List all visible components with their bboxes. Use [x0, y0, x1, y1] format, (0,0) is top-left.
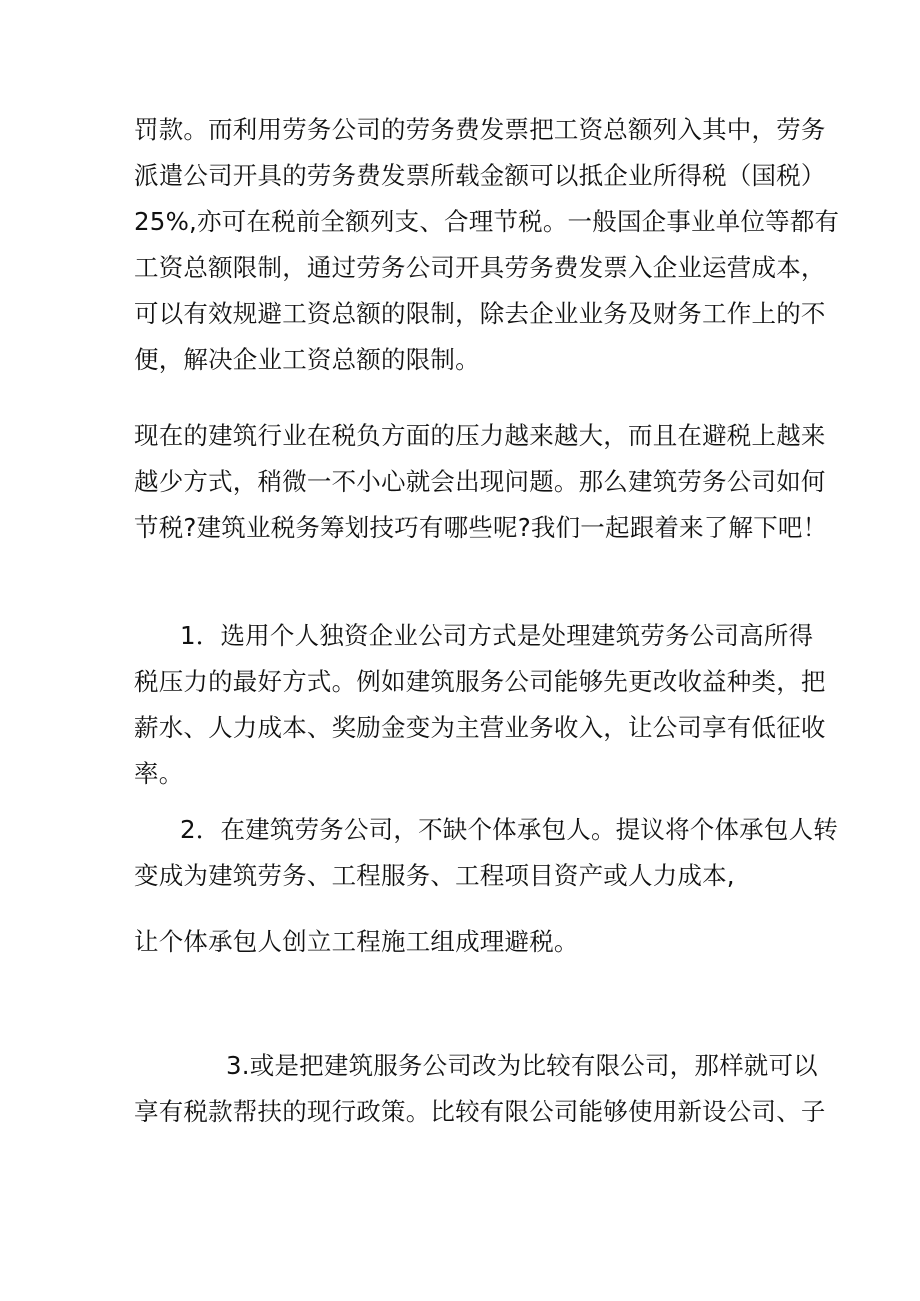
text-line: 3.或是把建筑服务公司改为比较有限公司，那样就可以	[226, 1051, 818, 1080]
text-line: 罚款。而利用劳务公司的劳务费发票把工资总额列入其中，劳务	[134, 115, 826, 144]
text-line: 薪水、人力成本、奖励金变为主营业务收入，让公司享有低征收	[134, 713, 826, 742]
text-line: 享有税款帮扶的现行政策。比较有限公司能够使用新设公司、子	[134, 1097, 826, 1126]
text-line: 现在的建筑行业在税负方面的压力越来越大，而且在避税上越来	[134, 421, 826, 450]
text-line: 派遣公司开具的劳务费发票所载金额可以抵企业所得税（国税）	[134, 161, 826, 190]
text-line: 税压力的最好方式。例如建筑服务公司能够先更改收益种类，把	[134, 667, 826, 696]
text-line: 工资总额限制，通过劳务公司开具劳务费发票入企业运营成本，	[134, 253, 826, 282]
text-line: 便，解决企业工资总额的限制。	[134, 345, 480, 374]
text-line: 25%,亦可在税前全额列支、合理节税。一般国企事业单位等都有	[134, 207, 840, 236]
text-line: 2．在建筑劳务公司，不缺个体承包人。提议将个体承包人转	[180, 815, 838, 844]
text-line: 率。	[134, 759, 184, 788]
text-line: 让个体承包人创立工程施工组成理避税。	[134, 927, 579, 956]
text-line: 变成为建筑劳务、工程服务、工程项目资产或人力成本,	[134, 861, 735, 890]
text-line: 越少方式，稍微一不小心就会出现问题。那么建筑劳务公司如何	[134, 467, 826, 496]
text-line: 节税?建筑业税务筹划技巧有哪些呢?我们一起跟着来了解下吧！	[134, 513, 828, 542]
text-line: 可以有效规避工资总额的限制，除去企业业务及财务工作上的不	[134, 299, 826, 328]
text-line: 1．选用个人独资企业公司方式是处理建筑劳务公司高所得	[180, 621, 814, 650]
